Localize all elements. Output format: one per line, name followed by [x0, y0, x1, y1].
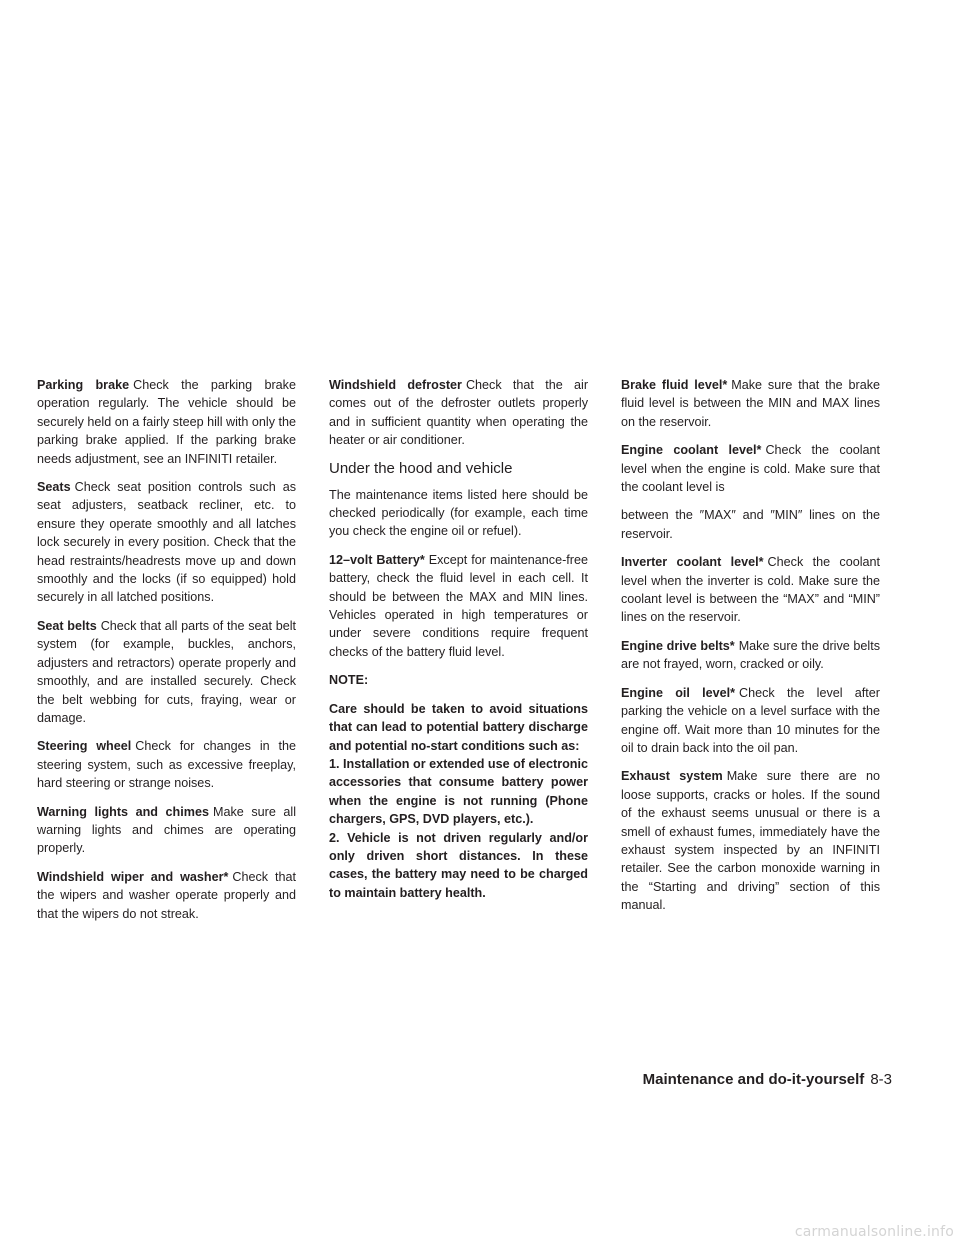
paragraph-intro: The maintenance items listed here should be checked periodically (for example, each time you check the engine oil or refuel).: [329, 487, 588, 539]
section-heading: Under the hood and vehicle: [329, 459, 513, 477]
term: 12–volt Battery*: [329, 552, 425, 567]
paragraph-wiper-washer: [37, 868, 296, 923]
page-number: 8-3: [870, 1071, 892, 1088]
paragraph-defroster: [329, 376, 588, 450]
body-text: Except for maintenance-free battery, check the fluid level in each cell. It should be between the MAX and MIN lines. Vehicles operated in high temperatures or under severe conditions require frequent checks of the battery fluid level.: [329, 552, 588, 659]
paragraph-inverter-coolant: [621, 553, 880, 627]
column-middle: [329, 376, 588, 912]
term: Engine oil level*: [621, 685, 736, 700]
body-text: Check the coolant level when the inverter is cold. Make sure the coolant level is between the “MAX” and “MIN” lines on the reservoir.: [621, 555, 881, 625]
paragraph-brake-fluid: [621, 376, 880, 431]
body-text: Check that the air comes out of the defroster outlets properly and in sufficient quantity when operating the heater or air conditioner.: [329, 378, 589, 448]
term: Engine drive belts*: [621, 638, 735, 653]
term: Windshield wiper and washer*: [37, 869, 229, 884]
column-left: [37, 376, 296, 933]
term: Seat belts: [37, 618, 97, 633]
paragraph-engine-coolant: [621, 441, 880, 496]
watermark: carmanualsonline.info: [794, 1224, 954, 1240]
term: Exhaust system: [621, 769, 723, 784]
page-footer: [643, 1071, 892, 1088]
term: Brake fluid level*: [621, 378, 728, 392]
paragraph-coolant-continued: [621, 506, 880, 543]
body-text: between the ″MAX″ and ″MIN″ lines on the reservoir.: [621, 508, 880, 541]
paragraph-seat-belts: [37, 617, 296, 727]
body-text: Make sure there are no loose supports, cracks or holes. If the sound of the exhaust seems unusual or there is a smell of exhaust fumes, immediately have the exhaust system inspected by an INFINITI retailer. See the carbon monoxide warning in the “Starting and driving” section of this manual.: [621, 769, 880, 913]
column-right: [621, 376, 880, 925]
paragraph-drive-belts: [621, 637, 880, 674]
term: Inverter coolant level*: [621, 555, 764, 570]
body-text: Check that all parts of the seat belt system (for example, buckles, anchors, adjusters and retractors) operate properly and smoothly, and are installed securely. Check the belt webbing for cuts, fraying, wear or damage.: [37, 618, 296, 725]
footer-section-title: Maintenance and do-it-yourself: [642, 1071, 865, 1088]
paragraph-engine-oil: [621, 684, 880, 758]
paragraph-seats: [37, 478, 296, 607]
body-text: Check the level after parking the vehicle on a level surface with the engine off. Wait more than 10 minutes for the oil to drain back into the oil pan.: [621, 685, 880, 755]
body-text: Check that the wipers and washer operate properly and that the wipers do not streak.: [37, 869, 297, 921]
paragraph-warning-lights: [37, 803, 296, 858]
note-line: 2. Vehicle is not driven regularly and/or only driven short distances. In these cases, the battery may need to be charged to maintain battery health.: [329, 830, 588, 900]
paragraph-parking-brake: [37, 376, 296, 468]
note-line: Care should be taken to avoid situations that can lead to potential battery discharge and potential no-start conditions such as:: [329, 701, 588, 753]
body-text: Check for changes in the steering system, such as excessive freeplay, hard steering or strange noises.: [37, 739, 296, 791]
body-text: Make sure that the brake fluid level is between the MIN and MAX lines on the reservoir.: [621, 378, 880, 429]
body-text: Check the parking brake operation regularly. The vehicle should be securely held on a fairly steep hill with only the parking brake applied. If the parking brake needs adjustment, see an INFINITI retailer.: [37, 378, 297, 466]
term: Warning lights and chimes: [37, 804, 209, 819]
body-text: Check seat position controls such as seat adjusters, seatback recliner, etc. to ensure they operate smoothly and all latches lock securely in every position. Check that the head restraints/headrests move up and down smoothly and the locks (if so equipped) hold securely in all latched positions.: [37, 480, 296, 605]
note-body: [329, 700, 588, 902]
body-text: Check the coolant level when the engine is cold. Make sure that the coolant level is: [621, 443, 881, 495]
body-text: Make sure the drive belts are not frayed, worn, cracked or oily.: [621, 638, 880, 672]
term: Engine coolant level*: [621, 443, 762, 458]
term: Windshield defroster: [329, 378, 462, 392]
paragraph-battery: [329, 551, 588, 661]
note-line: 1. Installation or extended use of electronic accessories that consume battery power when the engine is not running (Phone chargers, GPS, DVD players, etc.).: [329, 756, 588, 827]
paragraph-steering-wheel: [37, 737, 296, 792]
term: Steering wheel: [37, 739, 132, 754]
body-text: Make sure all warning lights and chimes are operating properly.: [37, 804, 296, 856]
term: Parking brake: [37, 378, 130, 392]
note-heading: NOTE:: [329, 673, 369, 688]
paragraph-exhaust-system: [621, 767, 880, 914]
term: Seats: [37, 480, 71, 495]
